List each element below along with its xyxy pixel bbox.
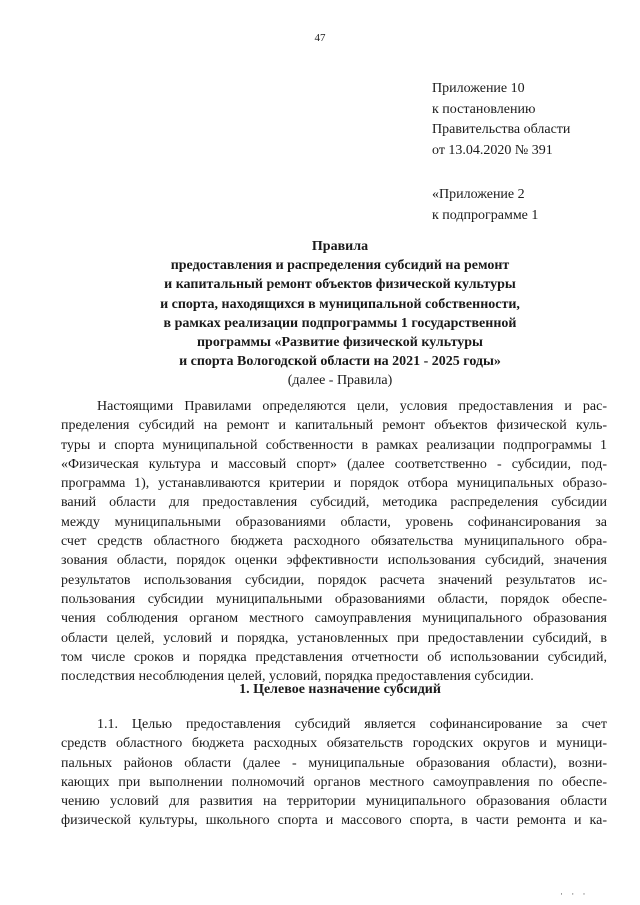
page-number: 47 <box>314 32 326 44</box>
text-line: туры и спорта муниципальной собственности в рамках реализации подпрограммы 1 <box>61 437 607 453</box>
appendix-header <box>432 79 570 226</box>
appendix-line: от 13.04.2020 № 391 <box>432 142 553 158</box>
title-line: в рамках реализации подпрограммы 1 государственной <box>163 315 517 331</box>
title-line: и спорта, находящихся в муниципальной собственности, <box>160 296 520 312</box>
text-line: области целей, условий и порядка, установленных при предоставлении субсидий, в <box>61 630 607 646</box>
scan-artifact: · · · <box>560 889 589 899</box>
text-line: том числе сроков и порядка представления отчетности об использовании субсидий, <box>61 649 607 665</box>
title-line: и спорта Вологодской области на 2021 - 2025 годы» <box>179 354 501 370</box>
title-note: (далее - Правила) <box>287 373 393 389</box>
text-line: «Физическая культура и массовый спорт» (далее соответственно - субсидии, под- <box>61 456 607 472</box>
text-line: между муниципальными образованиями области, уровень софинансирования за <box>61 514 607 530</box>
text-line: результатов использования субсидии, порядок расчета значений результатов ис- <box>61 572 607 588</box>
text-line: физической культуры, школьного спорта и массового спорта, в части ремонта и ка- <box>61 813 607 829</box>
sub-appendix-line: «Приложение 2 <box>432 187 525 202</box>
title-line: программы «Развитие физической культуры <box>196 335 483 351</box>
title-line: предоставления и распределения субсидий на ремонт <box>170 258 510 274</box>
text-line: чения соблюдения органом местного самоуправления муниципального образования <box>61 611 607 627</box>
text-line: зования области, порядок оценки эффективности использования субсидий, значения <box>61 553 607 569</box>
section-paragraph <box>61 715 607 831</box>
appendix-gap <box>432 161 570 185</box>
text-line: ваний области для предоставления субсидий, методика распределения субсидии <box>61 495 607 511</box>
text-line: счет средств областного бюджета расходного обязательства муниципального обра- <box>61 534 607 550</box>
section-heading: 1. Целевое назначение субсидий <box>239 682 441 697</box>
text-line: Настоящими Правилами определяются цели, условия предоставления и рас- <box>97 399 607 414</box>
text-line: последствия несоблюдения целей, условий, порядка предоставления субсидии. <box>61 669 534 685</box>
text-line: чению условий для развития на территории муниципального образования области <box>61 794 607 810</box>
appendix-line: Приложение 10 <box>432 81 525 96</box>
text-line: кающих при выполнении полномочий органов местного самоуправления по обеспе- <box>61 774 607 790</box>
text-line: пользования субсидии муниципальными образованиями области, порядок обеспе- <box>61 591 607 607</box>
appendix-line: Правительства области <box>432 122 571 137</box>
preamble-paragraph <box>61 397 607 686</box>
text-line: программа 1), устанавливаются критерии и порядок отбора муниципальных образо- <box>61 476 607 492</box>
title-line: и капитальный ремонт объектов физической культуры <box>164 277 516 293</box>
text-line: средств областного бюджета расходных обязательств городских округов и муници- <box>61 736 607 752</box>
title-line: Правила <box>311 239 369 254</box>
text-line: 1.1. Целью предоставления субсидий является софинансирование за счет <box>97 717 607 732</box>
text-line: пределения субсидий на ремонт и капитальный ремонт объектов физической куль- <box>61 418 607 434</box>
appendix-line: к постановлению <box>432 101 536 117</box>
sub-appendix-line: к подпрограмме 1 <box>432 207 539 223</box>
document-title <box>60 237 620 391</box>
text-line: пальных районов области (далее - муниципальные образования области), возни- <box>61 755 607 771</box>
